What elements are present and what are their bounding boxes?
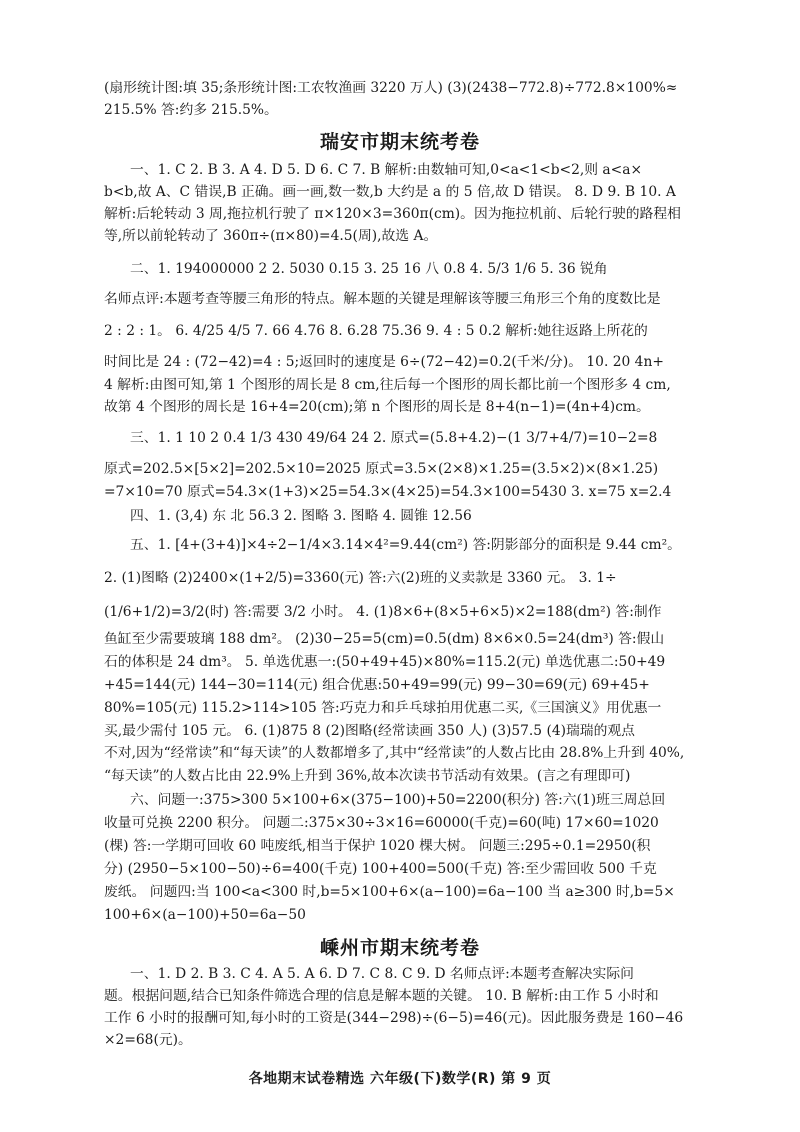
text-line: 原式=202.5×[5×2]=202.5×10=2025 原式=3.5×(2×8)×1.25=(3.5×2)×(8×1.25) [104,461,659,477]
section-title-ruian: 瑞安市期末统考卷 [319,131,480,153]
text-line: 分) (2950−5×100−50)÷6=400(千克) 100+400=500(千克) 答:至少需回收 500 千克 [104,861,657,877]
text-line: 2 : 2 : 1。 6. 4/25 4/5 7. 66 4.76 8. 6.28 75.36 9. 4 : 5 0.2 解析:她往返路上所花的 [104,323,648,339]
text-line: 买,最少需付 105 元。 6. (1)875 8 (2)图略(经常读画 350 人) (3)57.5 (4)瑞瑞的观点 [104,723,635,739]
text-line: 三、1. 1 10 2 0.4 1/3 430 49/64 24 2. 原式=(5.8+4.2)−(1 3/7+4/7)=10−2=8 [130,430,658,446]
text-line: 二、1. 194000000 2 2. 5030 0.15 3. 25 16 八 0.8 4. 5/3 1/6 5. 36 锐角 [130,261,608,277]
text-line: 石的体积是 24 dm³。 5. 单选优惠一:(50+49+45)×80%=115.2(元) 单选优惠二:50+49 [104,654,666,670]
text-line: (1/6+1/2)=3/2(时) 答:需要 3/2 小时。 4. (1)8×6+(8×5+6×5)×2=188(dm²) 答:制作 [104,604,662,620]
text-line: 一、1. C 2. B 3. A 4. D 5. D 6. C 7. B 解析:由数轴可知,0<a<1<b<2,则 a<a× [130,162,642,178]
text-line: 4 解析:由图可知,第 1 个图形的周长是 8 cm,往后每一个图形的周长都比前一个图形多 4 cm, [104,377,671,393]
text-line: (棵) 答:一学期可回收 60 吨废纸,相当于保护 1020 棵大树。 问题三:295÷0.1=2950(积 [104,838,651,854]
section-title-shengzhou: 嵊州市期末统考卷 [319,937,480,959]
text-line: 一、1. D 2. B 3. C 4. A 5. A 6. D 7. C 8. C 9. D 名师点评:本题考查解决实际问 [130,966,634,982]
text-line: 等,所以前轮转动了 360π÷(π×80)=4.5(周),故选 A。 [104,228,438,244]
text-line: 100+6×(a−100)+50=6a−50 [104,907,306,923]
text-line: 解析:后轮转动 3 周,拖拉机行驶了 π×120×3=360π(cm)。因为拖拉机前、后轮行驶的路程相 [104,206,681,222]
text-line: (扇形统计图:填 35;条形统计图:工农牧渔画 3220 万人) (3)(2438−772.8)÷772.8×100%≈ [104,80,678,96]
text-line: 不对,因为“经常读”和“每天读”的人数都增多了,其中“经常读”的人数占比由 28.8%上升到 40%, [104,745,685,761]
text-line: =7×10=70 原式=54.3×(1+3)×25=54.3×(4×25)=54.3×100=5430 3. x=75 x=2.4 [104,484,672,500]
text-line: 故第 4 个图形的周长是 16+4=20(cm);第 n 个图形的周长是 8+4(n−1)=(4n+4)cm。 [104,399,650,415]
text-line: 收量可兑换 2200 积分。 问题二:375×30÷3×16=60000(千克)=60(吨) 17×60=1020 [104,815,659,831]
text-line: 鱼缸至少需要玻璃 188 dm²。 (2)30−25=5(cm)=0.5(dm) 8×6×0.5=24(dm³) 答:假山 [104,631,665,647]
text-line: +45=144(元) 144−30=114(元) 组合优惠:50+49=99(元) 99−30=69(元) 69+45+ [104,677,650,693]
text-line: 215.5% 答:约多 215.5%。 [104,102,278,118]
text-line: ×2=68(元)。 [104,1032,192,1048]
text-line: 废纸。 问题四:当 100<a<300 时,b=5×100+6×(a−100)=6a−100 当 a≥300 时,b=5× [104,884,675,900]
text-line: 80%=105(元) 115.2>114>105 答:巧克力和乒乓球拍用优惠二买,《三国演义》用优惠一 [104,700,662,716]
page-footer: 各地期末试卷精选 六年级(下)数学(R) 第 9 页 [248,1071,552,1087]
text-line: 题。根据问题,结合已知条件筛选合理的信息是解本题的关键。 10. B 解析:由工作 5 小时和 [104,988,659,1004]
text-line: 五、1. [4+(3+4)]×4÷2−1/4×3.14×4²=9.44(cm²) 答:阴影部分的面积是 9.44 cm²。 [130,537,681,553]
text-line: 时间比是 24 : (72−42)=4 : 5;返回时的速度是 6÷(72−42)=0.2(千米/分)。 10. 20 4n+ [104,354,664,370]
text-line: “每天读”的人数占比由 22.9%上升到 36%,故本次读书节活动有效果。(言之有理即可) [104,768,631,784]
text-line: b<b,故 A、C 错误,B 正确。画一画,数一数,b 大约是 a 的 5 倍,故 D 错误。 8. D 9. B 10. A [104,184,676,200]
text-line: 2. (1)图略 (2)2400×(1+2/5)=3360(元) 答:六(2)班的义卖款是 3360 元。 3. 1÷ [104,570,617,586]
text-line: 六、问题一:375>300 5×100+6×(375−100)+50=2200(积分) 答:六(1)班三周总回 [130,792,666,808]
text-line: 四、1. (3,4) 东 北 56.3 2. 图略 3. 图略 4. 圆锥 12.56 [130,508,472,524]
text-line: 名师点评:本题考查等腰三角形的特点。解本题的关键是理解该等腰三角形三个角的度数比是 [104,291,661,307]
text-line: 工作 6 小时的报酬可知,每小时的工资是(344−298)÷(6−5)=46(元)。因此服务费是 160−46 [104,1010,684,1026]
